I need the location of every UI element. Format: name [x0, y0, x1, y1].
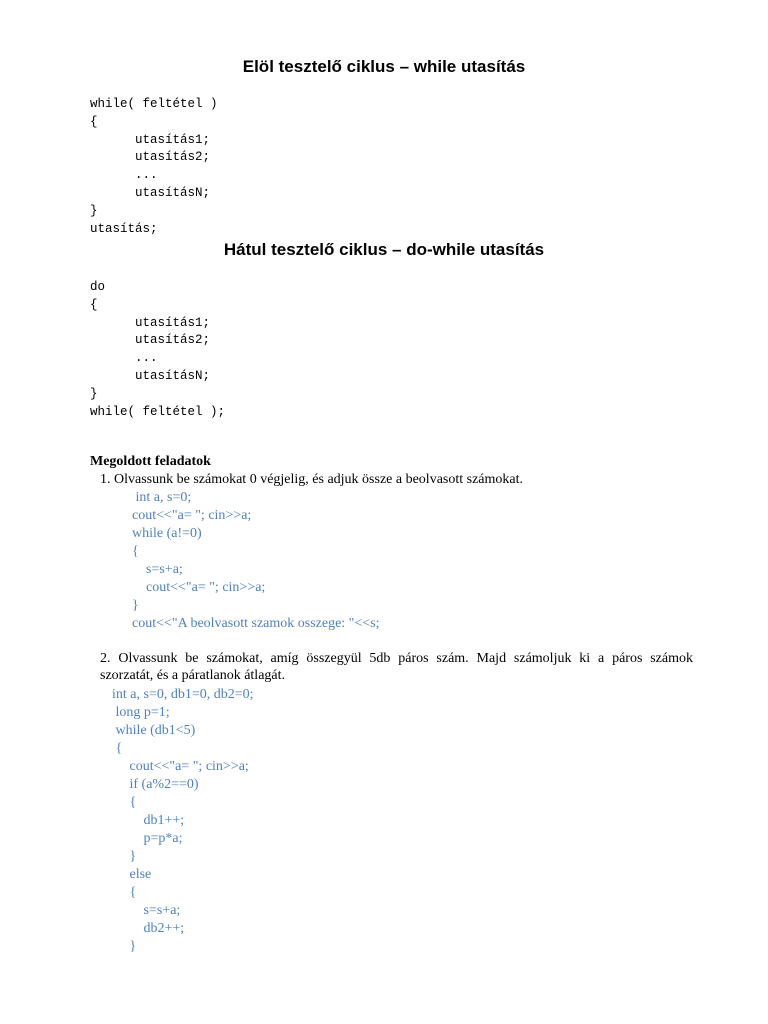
do-while-heading: Hátul tesztelő ciklus – do-while utasítás — [223, 240, 545, 259]
task1-description: 1. Olvassunk be számokat 0 végjelig, és adjuk össze a beolvasott számokat. — [100, 472, 524, 487]
do-while-syntax-code: do { utasítás1; utasítás2; ... utasításN; } while( feltétel ); — [90, 280, 226, 419]
while-heading: Elöl tesztelő ciklus – while utasítás — [242, 57, 526, 76]
task2-code: int a, s=0, db1=0, db2=0; long p=1; while (db1<5) { cout<<"a= "; cin>>a; if (a%2==0) { db1++; p=p*a; } else { s=s+a; db2++; } — [112, 687, 254, 954]
task1-code: int a, s=0; cout<<"a= "; cin>>a; while (a!=0) { s=s+a; cout<<"a= "; cin>>a; } cout<<"A beolvasott szamok osszege: "<<s; — [132, 490, 380, 631]
task2-description-line2: szorzatát, és a páratlanok átlagát. — [100, 668, 286, 683]
task2-description-line1: 2. Olvassunk be számokat, amíg összegyül 5db páros szám. Majd számoljuk ki a páros számok — [100, 651, 693, 666]
solved-tasks-title: Megoldott feladatok — [90, 454, 211, 469]
while-syntax-code: while( feltétel ) { utasítás1; utasítás2; ... utasításN; } utasítás; — [90, 97, 218, 236]
